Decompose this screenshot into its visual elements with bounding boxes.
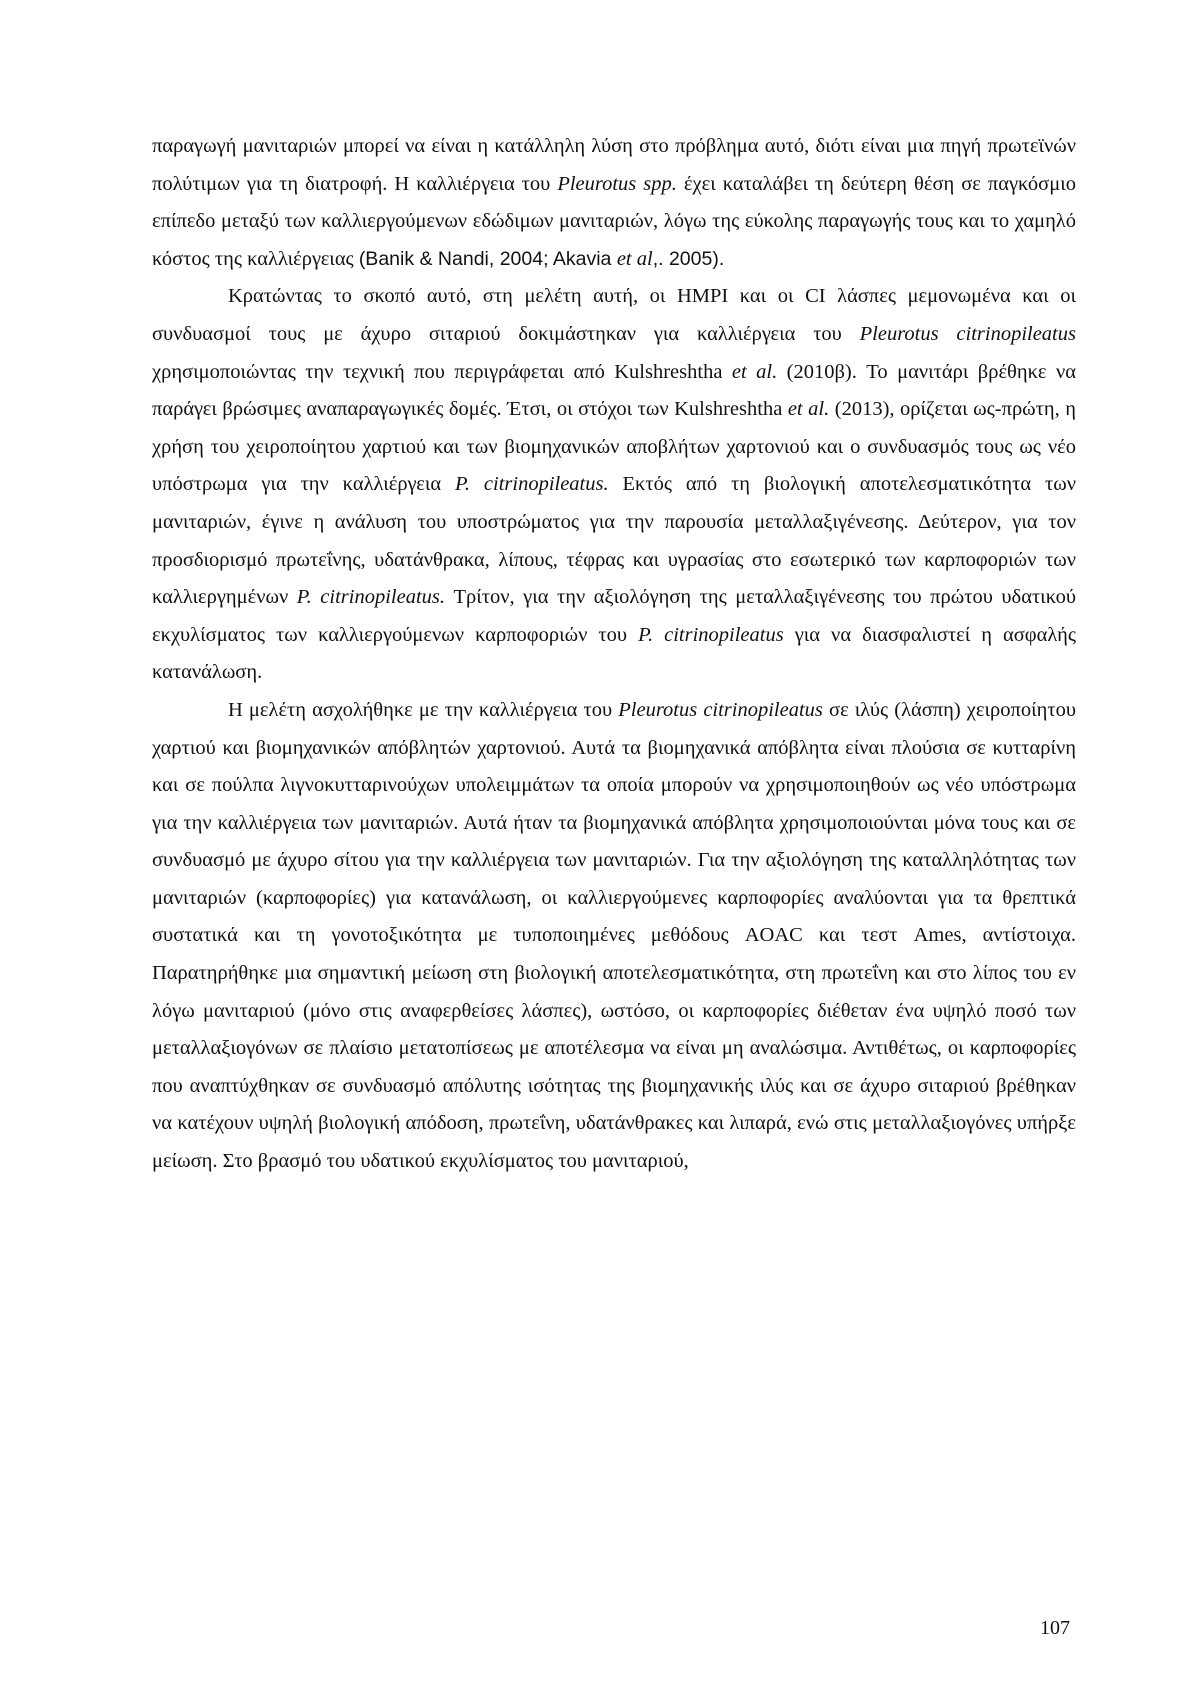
paragraph-2-segment-12: P. citrinopileatus [638, 623, 784, 646]
paragraph-3-segment-2: Pleurotus citrinopileatus [618, 698, 823, 721]
paragraph-3-segment-3: σε ιλύς (λάσπη) χειροποίητου χαρτιού και βιομηχανικών απόβλητών χαρτονιού. Αυτά τα βιομηχανικά απόβλητα είναι πλούσια σε κυτταρίνη και σε πούλπα λιγνοκυτταρινούχων υπολειμμάτων τα οποία μπορούν να χρησιμοποιηθούν ως νέο υπόστρωμα για την καλλιέργεια των μανιταριών. Αυτά ήταν τα βιομηχανικά απόβλητα χρησιμοποιούνται μόνα τους και σε συνδυασμό με άχυρο σίτου για την καλλιέργεια των μανιταριών. Για την αξιολόγηση της καταλληλότητας των μανιταριών (καρποφορίες) για κατανάλωση, οι καλλιεργούμενες καρποφορίες αναλύονται για τα θρεπτικά συστατικά και τη γονοτοξικότητα με τυποποιημένες μεθόδους AOAC και τεστ Ames, αντίστοιχα. Παρατηρήθηκε μια σημαντική μείωση στη βιολογική αποτελεσματικότητα, στη πρωτεΐνη και στο λίπος του εν λόγω μανιταριού (μόνο στις αναφερθείσες λάσπες), ωστόσο, οι καρποφορίες διέθεταν ένα υψηλό ποσό των μεταλλαξιογόνων σε πλαίσιο μετατοπίσεως με αποτέλεσμα να είναι μη αναλώσιμα. Αντιθέτως, οι καρποφορίες που αναπτύχθηκαν σε συνδυασμό απόλυτης ισότητας της βιομηχανικής ιλύς και σε άχυρο σιταριού βρέθηκαν να κατέχουν υψηλή βιολογική απόδοση, πρωτεΐνη, υδατάνθρακες και λιπαρά, ενώ στις μεταλλαξιογόνες υπήρξε μείωση. Στο βρασμό του υδατικού εκχυλίσματος του μανιταριού, [152, 698, 1076, 1173]
paragraph-2-segment-8: P. citrinopileatus. [455, 473, 609, 496]
document-body [152, 128, 1076, 1181]
paragraph-2-segment-13: για να διασφαλιστεί η ασφαλής κατανάλωση. [152, 623, 1076, 684]
paragraph-1-segment-2: Pleurotus spp. [557, 172, 677, 195]
paragraph-1-segment-4: (Banik & Nandi, 2004; Akavia [358, 247, 617, 270]
paragraph-1-segment-1: παραγωγή μανιταριών μπορεί να είναι η κατάλληλη λύση στο πρόβλημα αυτό, διότι είναι μια πηγή πρωτεϊνών πολύτιμων για τη διατροφή. Η καλλιέργεια του [152, 135, 1076, 195]
paragraph-2-segment-7: (2013), ορίζεται ως-πρώτη, η χρήση του χειροποίητου χαρτιού και των βιομηχανικών αποβλήτων χαρτονιού και ο συνδυασμός τους ως νέο υπόστρωμα για την καλλιέργεια [152, 398, 1076, 496]
paragraph-2-segment-3: χρησιμοποιώντας την τεχνική που περιγράφεται από Kulshreshtha [152, 360, 732, 383]
paragraph-2-segment-1: Κρατώντας το σκοπό αυτό, στη μελέτη αυτή, οι HMPI και οι CI λάσπες μεμονωμένα και οι συνδυασμοί τους με άχυρο σιταριού δοκιμάστηκαν για καλλιέργεια του [152, 285, 1076, 345]
paragraph-3-segment-1: Η μελέτη ασχολήθηκε με την καλλιέργεια του [228, 698, 619, 721]
page-number: 107 [1040, 1617, 1070, 1639]
paragraph-1 [152, 128, 1076, 278]
paragraph-1-segment-3: έχει καταλάβει τη δεύτερη θέση σε παγκόσμιο επίπεδο μεταξύ των καλλιεργούμενων εδώδιμων μανιταριών, λόγω της εύκολης παραγωγής τους και το χαμηλό κόστος της καλλιέργειας [152, 172, 1076, 270]
paragraph-2 [152, 278, 1076, 692]
paragraph-2-segment-10: P. citrinopileatus. [296, 586, 446, 609]
paragraph-2-segment-6: et al. [787, 398, 830, 421]
paragraph-2-segment-11: Τρίτον, για την αξιολόγηση της μεταλλαξιγένεσης του πρώτου υδατικού εκχυλίσματος των καλλιεργούμενων καρποφοριών του [152, 586, 1076, 646]
paragraph-3 [152, 692, 1076, 1181]
paragraph-1-segment-6: ,. 2005). [652, 247, 725, 270]
paragraph-2-segment-2: Pleurotus citrinopileatus [859, 322, 1076, 345]
paragraph-2-segment-9: Εκτός από τη βιολογική αποτελεσματικότητα των μανιταριών, έγινε η ανάλυση του υποστρώματος για την παρουσία μεταλλαξιγένεσης. Δεύτερον, για τον προσδιορισμό πρωτεΐνης, υδατάνθρακα, λίπους, τέφρας και υγρασίας στο εσωτερικό των καρποφοριών των καλλιεργημένων [152, 473, 1076, 609]
paragraph-2-segment-5: (2010β). Το μανιτάρι βρέθηκε να παράγει βρώσιμες αναπαραγωγικές δομές. Έτσι, οι στόχοι των Kulshreshtha [152, 360, 1076, 421]
paragraph-2-segment-4: et al. [731, 360, 778, 383]
paragraph-1-segment-5: et al [616, 247, 653, 270]
